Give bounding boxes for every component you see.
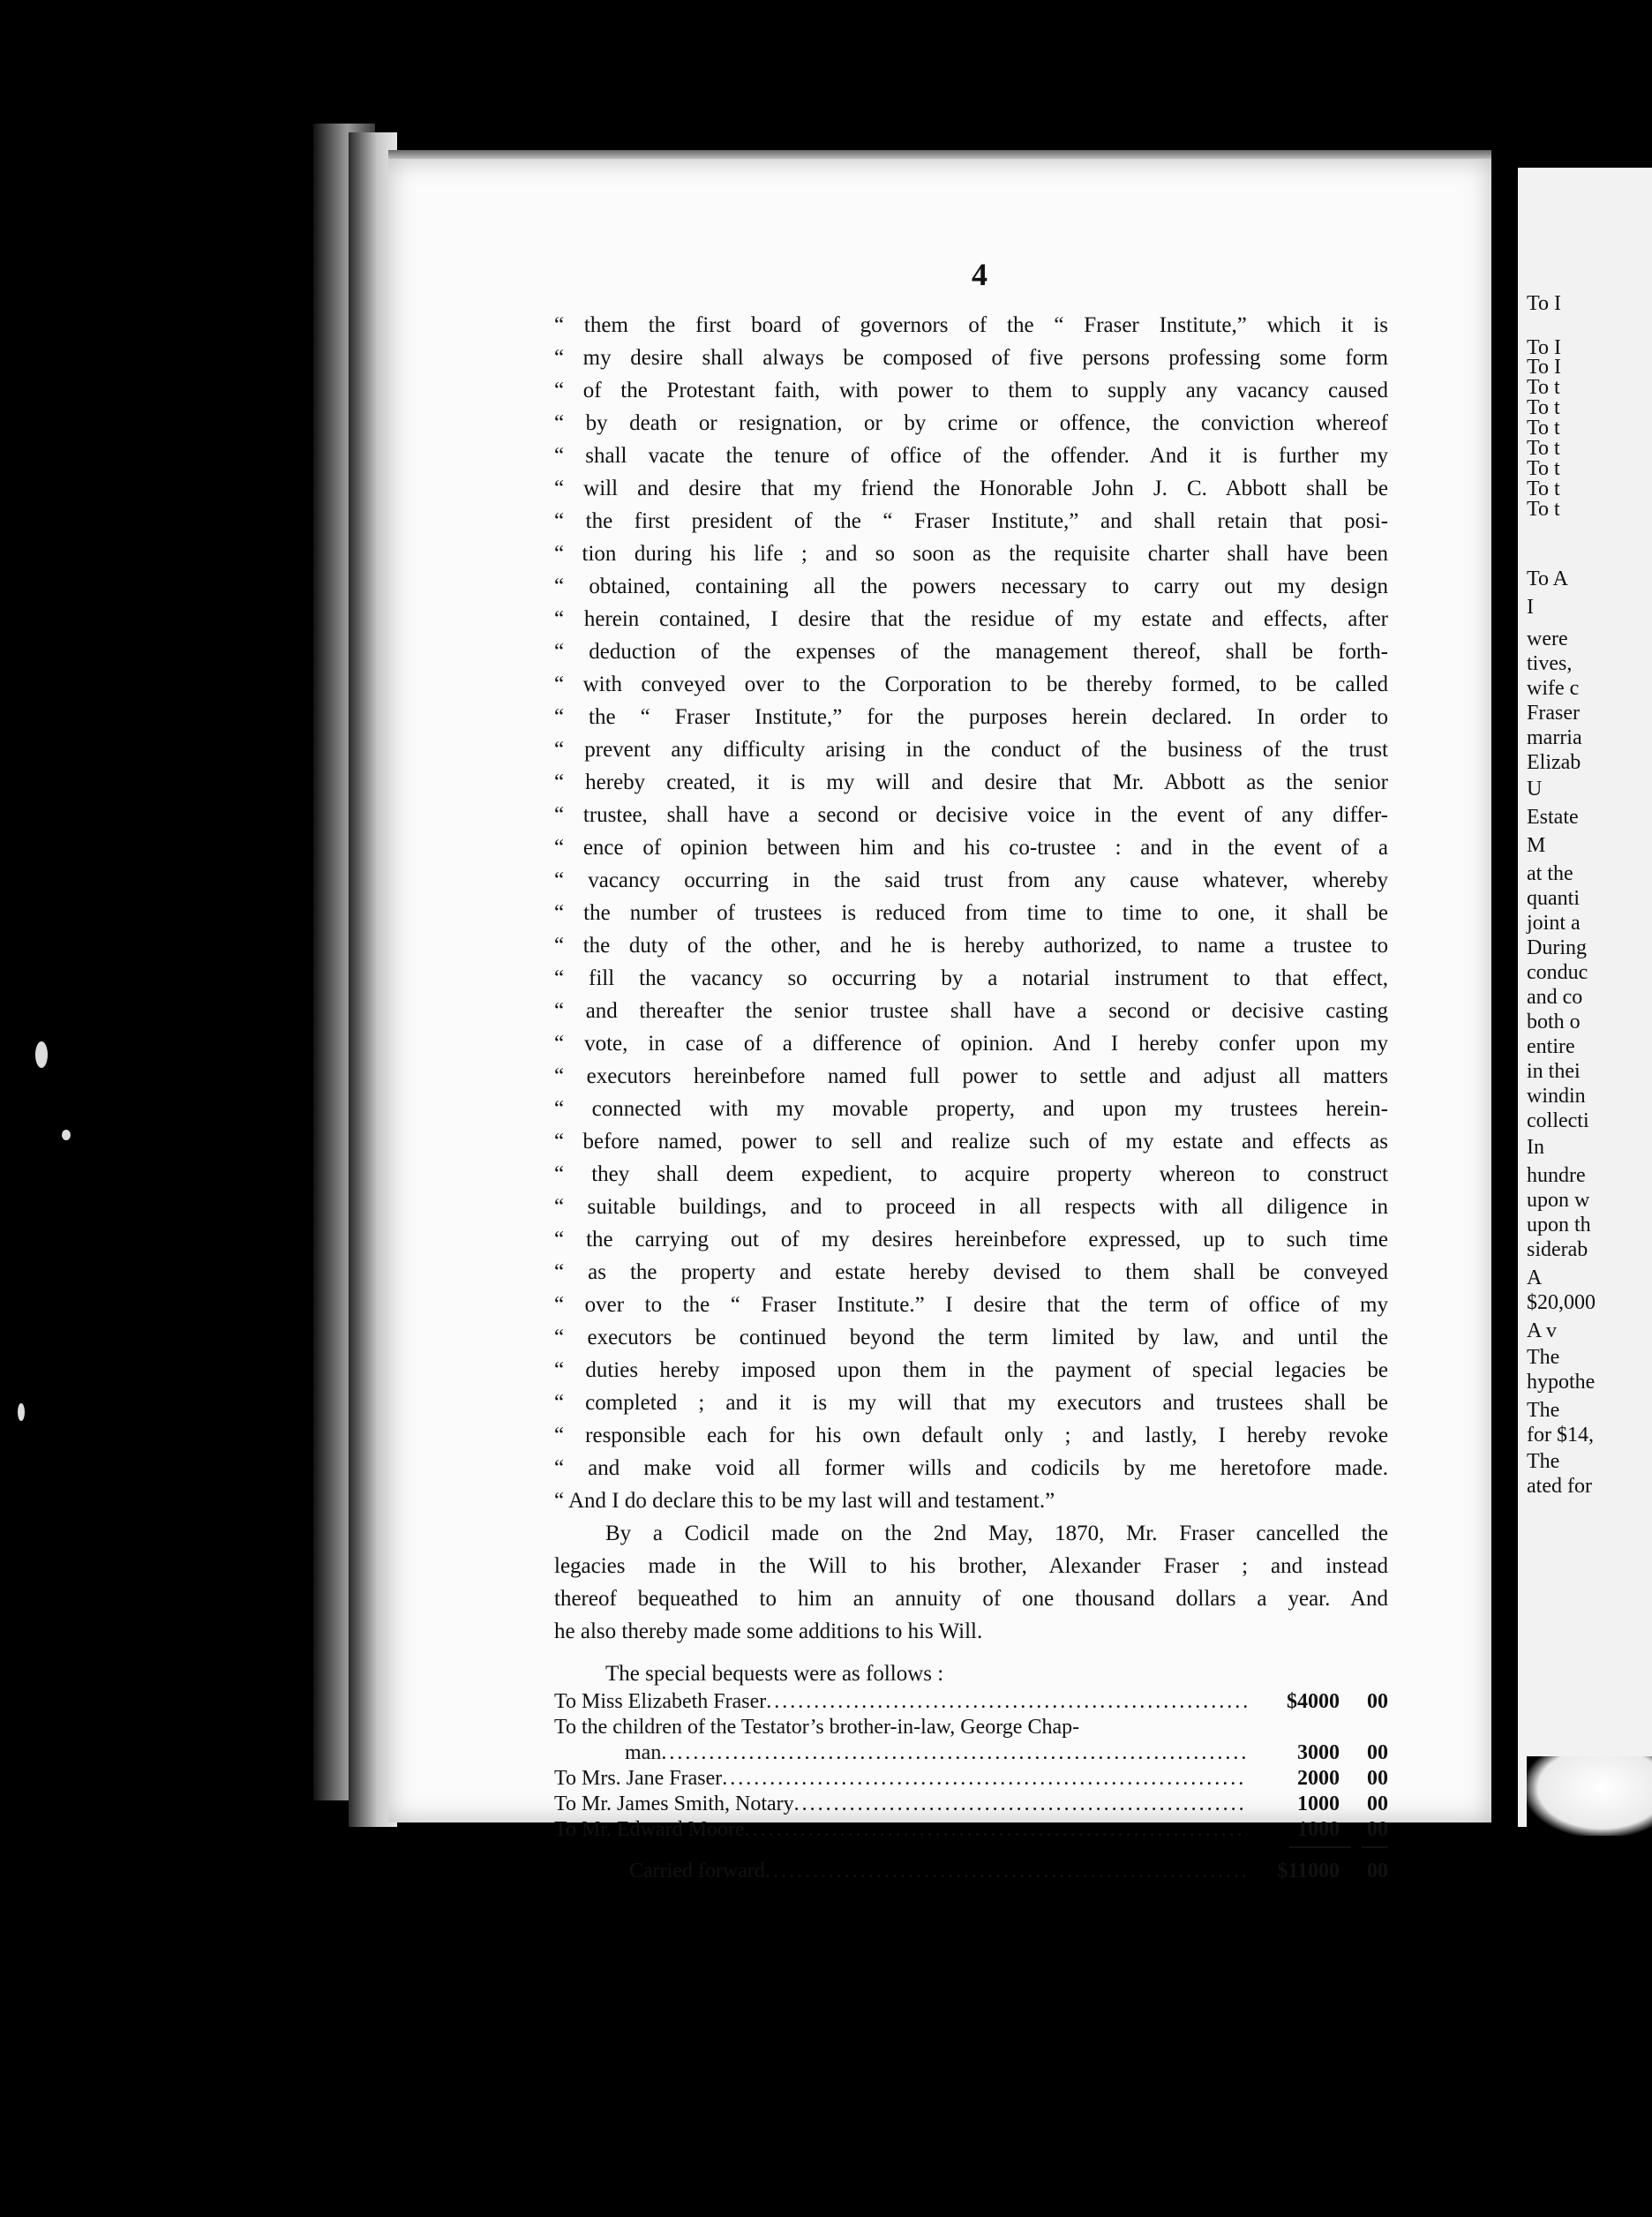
text-line: legacies made in the Will to his brother, Alexander Fraser ; and instead (554, 1554, 1388, 1578)
text-line: “ over to the “ Fraser Institute.” I desire that the term of office of my (554, 1293, 1388, 1317)
facing-page-fragment: ated for (1527, 1475, 1592, 1498)
facing-page-fragment: I (1527, 596, 1534, 619)
text-line: “ And I do declare this to be my last will and testament.” (554, 1489, 1055, 1513)
bequest-label: To Mr. Edward Moore (554, 1818, 745, 1841)
facing-page-fragment: quanti (1527, 887, 1580, 910)
page-number: 4 (972, 257, 987, 292)
facing-page-fragment: were (1527, 628, 1568, 650)
facing-page-fragment: During (1527, 936, 1587, 959)
total-rule (554, 1843, 1388, 1852)
facing-page-fragment: To t (1527, 437, 1560, 460)
text-line: “ as the property and estate hereby devised to them shall be conveyed (554, 1260, 1388, 1284)
text-line: “ vacancy occurring in the said trust from any cause whatever, whereby (554, 868, 1388, 892)
text-line: “ of the Protestant faith, with power to them to supply any vacancy caused (554, 379, 1388, 402)
text-line: By a Codicil made on the 2nd May, 1870, Mr. Fraser cancelled the (605, 1522, 1388, 1545)
text-line: “ ence of opinion between him and his co-trustee : and in the event of a (554, 836, 1388, 860)
bequest-label: To Mrs. Jane Fraser (554, 1767, 723, 1790)
facing-page-fragment: The (1527, 1346, 1560, 1369)
leader-dots (766, 1689, 1247, 1715)
leader-dots (722, 1766, 1247, 1792)
facing-page-fragment: A v (1527, 1319, 1558, 1342)
facing-page-fragment: To t (1527, 376, 1560, 399)
carried-forward-label: Carried forward (629, 1860, 765, 1883)
facing-page-fragment: entire (1527, 1035, 1575, 1058)
bequest-cents: 00 (1367, 1741, 1388, 1764)
bequest-amount: 3000 (1297, 1741, 1340, 1764)
dust-speck (62, 1130, 71, 1140)
text-line: “ and thereafter the senior trustee shall have a second or decisive casting (554, 999, 1388, 1023)
text-line: “ tion during his life ; and so soon as the requisite charter shall have been (554, 542, 1388, 566)
facing-page-fragment: To t (1527, 477, 1560, 500)
facing-page-fragment: hundre (1527, 1164, 1586, 1187)
facing-page-fragment: siderab (1527, 1238, 1588, 1261)
bequest-label: To the children of the Testator’s brother-in-law, George Chap- (554, 1716, 1080, 1739)
facing-page-fragment: collecti (1527, 1109, 1589, 1132)
facing-page-fragment: To t (1527, 417, 1560, 440)
facing-page (1518, 168, 1652, 1827)
facing-page-fragment: and co (1527, 986, 1583, 1009)
facing-page-fragment: To I (1527, 292, 1561, 315)
bequest-amount: 2000 (1297, 1767, 1340, 1790)
facing-page-fragment: windin (1527, 1085, 1586, 1108)
text-line: “ the number of trustees is reduced from time to time to one, it shall be (554, 901, 1388, 925)
bequests-heading: The special bequests were as follows : (605, 1662, 944, 1686)
text-line: “ my desire shall always be composed of five persons professing some form (554, 346, 1388, 370)
facing-page-fragment: To t (1527, 498, 1560, 521)
bequest-amount: $4000 (1287, 1690, 1340, 1713)
text-line: “ the “ Fraser Institute,” for the purposes herein declared. In order to (554, 705, 1388, 729)
bequest-label-continuation: man (625, 1741, 662, 1764)
bequest-row (554, 1817, 1388, 1843)
facing-page-fragment: tives, (1527, 652, 1573, 675)
text-line: “ them the first board of governors of the “ Fraser Institute,” which it is (554, 313, 1388, 337)
facing-page-fragment: upon w (1527, 1189, 1590, 1212)
facing-page-fragment: joint a (1527, 912, 1581, 935)
text-line: “ trustee, shall have a second or decisive voice in the event of any differ- (554, 803, 1388, 827)
bequest-cents: 00 (1367, 1792, 1388, 1815)
facing-page-fragment: Fraser (1527, 702, 1580, 725)
facing-page-fragment: To I (1527, 336, 1561, 359)
text-line: “ completed ; and it is my will that my executors and trustees shall be (554, 1391, 1388, 1415)
facing-page-fragment: To A (1527, 567, 1568, 590)
text-line: “ will and desire that my friend the Honorable John J. C. Abbott shall be (554, 477, 1388, 500)
text-line: “ connected with my movable property, and upon my trustees herein- (554, 1097, 1388, 1121)
bequest-amount: 1000 (1297, 1818, 1340, 1841)
facing-page-fragment: To t (1527, 457, 1560, 480)
facing-page-fragment: In (1527, 1136, 1544, 1159)
text-line: “ they shall deem expedient, to acquire property whereon to construct (554, 1162, 1388, 1186)
bequest-row (554, 1715, 1388, 1740)
facing-page-fragment: A (1527, 1266, 1543, 1289)
body-text (554, 309, 1388, 1648)
text-line: “ herein contained, I desire that the residue of my estate and effects, after (554, 607, 1388, 631)
facing-page-fragment: in thei (1527, 1060, 1581, 1083)
text-line: “ hereby created, it is my will and desire that Mr. Abbott as the senior (554, 770, 1388, 794)
facing-page-fragment: $20,000 (1527, 1291, 1596, 1314)
text-line: “ with conveyed over to the Corporation to be thereby formed, to be called (554, 673, 1388, 696)
dust-speck (18, 1403, 25, 1421)
facing-page-fragment: both o (1527, 1011, 1581, 1033)
facing-page-fragment: Elizab (1527, 751, 1581, 774)
bequest-row (554, 1689, 1388, 1715)
text-line: “ shall vacate the tenure of office of the offender. And it is further my (554, 444, 1388, 468)
facing-page-fragment: conduc (1527, 961, 1588, 984)
facing-page-fragment: M (1527, 834, 1546, 857)
facing-page-fragment: The (1527, 1450, 1560, 1473)
facing-page-fragment: upon th (1527, 1214, 1591, 1236)
carried-forward-cents: 00 (1367, 1860, 1388, 1883)
bequest-cents: 00 (1367, 1690, 1388, 1713)
text-line: “ the first president of the “ Fraser Institute,” and shall retain that posi- (554, 509, 1388, 533)
bequest-amount: 1000 (1297, 1792, 1340, 1815)
facing-page-fragment: wife c (1527, 677, 1580, 700)
text-line: “ by death or resignation, or by crime or offence, the conviction whereof (554, 411, 1388, 435)
text-line: “ executors be continued beyond the term limited by law, and until the (554, 1326, 1388, 1349)
dust-speck (35, 1041, 48, 1068)
text-line: “ obtained, containing all the powers necessary to carry out my design (554, 575, 1388, 598)
carried-forward-row (554, 1859, 1388, 1884)
text-line: “ fill the vacancy so occurring by a notarial instrument to that effect, (554, 966, 1388, 990)
text-line: “ suitable buildings, and to proceed in all respects with all diligence in (554, 1195, 1388, 1219)
bequest-row (554, 1792, 1388, 1817)
facing-page-fragment: at the (1527, 862, 1573, 885)
facing-page-fragment: marria (1527, 726, 1582, 749)
text-line: “ vote, in case of a difference of opinion. And I hereby confer upon my (554, 1032, 1388, 1056)
text-line: “ prevent any difficulty arising in the conduct of the business of the trust (554, 738, 1388, 762)
text-line: “ responsible each for his own default only ; and lastly, I hereby revoke (554, 1424, 1388, 1447)
bequests-section (554, 1659, 1388, 1884)
bequest-label: To Mr. James Smith, Notary (554, 1792, 794, 1815)
bequest-row-continuation (554, 1740, 1388, 1766)
text-line: “ and make void all former wills and codicils by me heretofore made. (554, 1456, 1388, 1480)
text-line: “ deduction of the expenses of the management thereof, shall be forth- (554, 640, 1388, 664)
facing-page-fragment: hypothe (1527, 1371, 1596, 1394)
text-line: he also thereby made some additions to his Will. (554, 1620, 983, 1643)
facing-page-fragment: U (1527, 778, 1543, 800)
text-line: “ before named, power to sell and realize such of my estate and effects as (554, 1130, 1388, 1154)
facing-page-fragment: for $14, (1527, 1424, 1594, 1447)
bequest-cents: 00 (1367, 1818, 1388, 1841)
bequest-label: To Miss Elizabeth Fraser (554, 1690, 767, 1713)
total-rule-dollars (1289, 1846, 1351, 1852)
leader-dots (661, 1740, 1247, 1766)
leader-dots (794, 1792, 1247, 1817)
text-line: thereof bequeathed to him an annuity of one thousand dollars a year. And (554, 1587, 1388, 1611)
bequest-cents: 00 (1367, 1767, 1388, 1790)
facing-page-fragment: To t (1527, 396, 1560, 419)
total-rule-cents (1362, 1846, 1388, 1852)
leader-dots (765, 1859, 1247, 1884)
leader-dots (745, 1817, 1247, 1843)
facing-page-fragment: Estate (1527, 806, 1579, 829)
torn-page-corner (1527, 1756, 1652, 1836)
bequest-row (554, 1766, 1388, 1792)
facing-page-fragment: To I (1527, 356, 1561, 379)
facing-page-fragment: The (1527, 1399, 1560, 1422)
text-line: “ duties hereby imposed upon them in the payment of special legacies be (554, 1358, 1388, 1382)
text-line: “ the duty of the other, and he is hereby authorized, to name a trustee to (554, 934, 1388, 958)
text-line: “ executors hereinbefore named full power to settle and adjust all matters (554, 1064, 1388, 1088)
text-line: “ the carrying out of my desires hereinbefore expressed, up to such time (554, 1228, 1388, 1251)
carried-forward-amount: $11000 (1277, 1860, 1340, 1883)
